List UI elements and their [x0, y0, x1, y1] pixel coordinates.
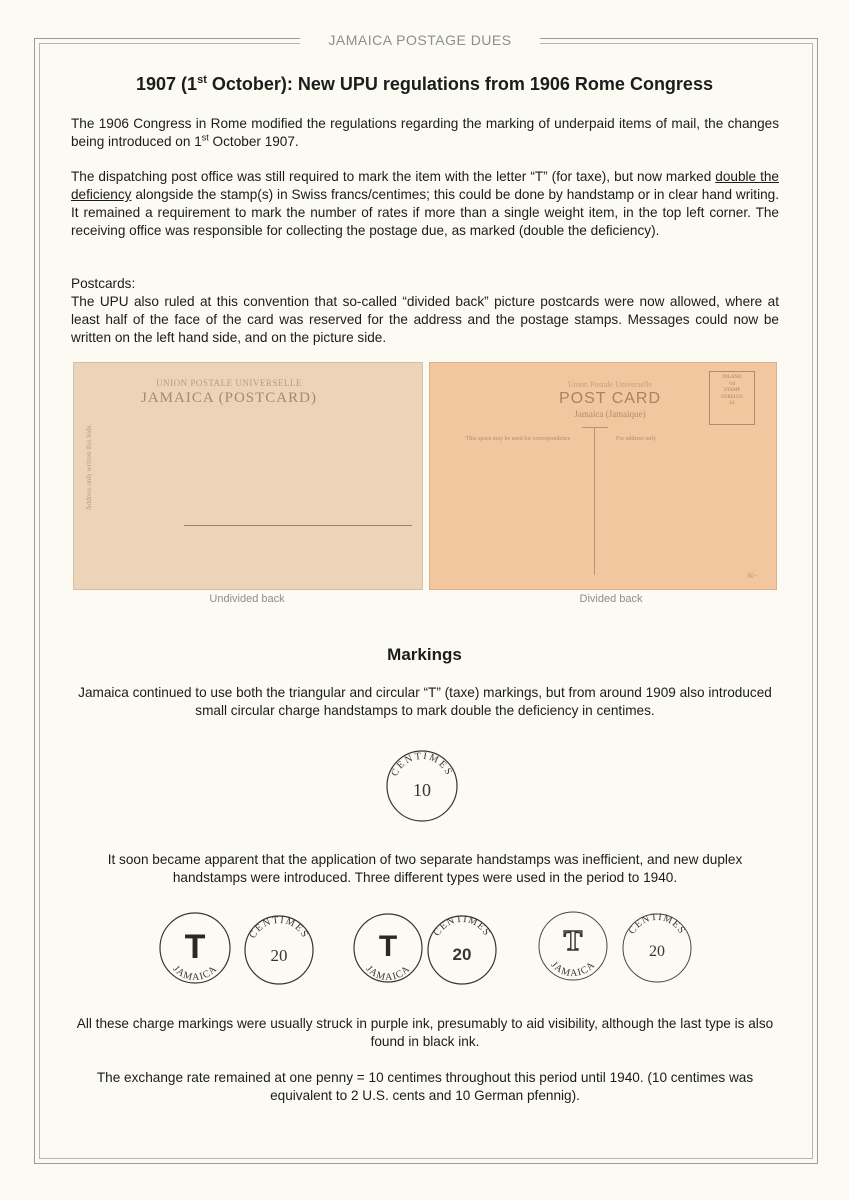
svg-text:JAMAICA	[548, 959, 597, 979]
markings-paragraph-3: All these charge markings were usually struck in purple ink, presumably to aid visibility, although the last type is also found in black ink.	[76, 1016, 774, 1049]
svg-text:JAMAICA	[170, 963, 219, 983]
divided-card-line2: POST CARD	[558, 390, 662, 407]
duplex1-arc: JAMAICA	[170, 963, 220, 984]
undivided-card-line1: UNION POSTALE UNIVERSELLE	[156, 378, 302, 388]
duplex1-value: 20	[270, 946, 288, 965]
single-stamp-value: 10	[413, 780, 431, 800]
intro-paragraph: The 1906 Congress in Rome modified the regulations regarding the marking of underpaid items of mail, the changes being introduced on 1st October 1907.	[71, 116, 779, 149]
svg-text:CENTIMES	[432, 914, 493, 938]
page-title: 1907 (1st October): New UPU regulations from 1906 Rome Congress	[136, 74, 713, 94]
markings-heading: Markings	[387, 645, 462, 664]
undivided-postcard-image	[73, 362, 423, 590]
postcards-paragraph: The UPU also ruled at this convention that so-called “divided back” picture postcards were now allowed, where at least half of the face of the card was reserved for the address and the postage stamps. Messages could now be written on the left hand side, and on the picture side.	[71, 294, 779, 345]
pencil-price: 6/-	[748, 571, 757, 580]
undivided-caption: Undivided back	[209, 593, 285, 605]
duplex3-arc: JAMAICA	[548, 959, 598, 980]
divided-card-line1: Union Postale Universelle	[568, 380, 652, 389]
svg-text:JAMAICA	[363, 963, 412, 983]
duplex1-right-arc: CENTIMES	[247, 914, 311, 941]
divider-line	[594, 427, 595, 575]
divided-postcard-image	[429, 362, 777, 590]
svg-text:CENTIMES	[389, 751, 454, 778]
address-line	[184, 525, 412, 526]
duplex2-right-arc: CENTIMES	[431, 913, 493, 939]
duplex2-arc: JAMAICA	[363, 963, 413, 984]
duplex3-value: 20	[649, 943, 665, 960]
duplex-handstamp-type3-image	[535, 908, 695, 984]
duplex2-letter: T	[378, 930, 398, 963]
duplex-handstamp-type1-image	[157, 910, 317, 986]
duplex2-value: 20	[452, 945, 472, 964]
dispatch-paragraph: The dispatching post office was still required to mark the item with the letter “T” (for taxe), but now marked double the deficiency alongside the stamp(s) in Swiss francs/centimes; this could be done by handstamp or in clear hand writing. It remained a requirement to mark the number of rates if more than a single weight item, in the top left corner. The receiving office was responsible for collecting the postage due, as marked (double the deficiency).	[71, 169, 779, 238]
markings-paragraph-1: Jamaica continued to use both the triangular and circular “T” (taxe) markings, but from around 1909 also introduced small circular charge handstamps to mark double the deficiency in centimes.	[78, 685, 772, 718]
postcards-heading: Postcards:	[71, 276, 136, 291]
duplex3-right-arc: CENTIMES	[626, 911, 688, 937]
svg-text:CENTIMES	[247, 915, 310, 941]
undivided-card-line2: JAMAICA (POSTCARD)	[141, 390, 317, 406]
markings-paragraph-4: The exchange rate remained at one penny = 10 centimes throughout this period until 1940. (10 centimes was equivalent to 2 U.S. cents and 10 German pfennig).	[96, 1070, 754, 1103]
stamp-box: INLAND ½d STAMP FOREIGN 1d.	[709, 371, 755, 425]
page-header: JAMAICA POSTAGE DUES	[300, 28, 540, 52]
markings-paragraph-2: It soon became apparent that the application of two separate handstamps was inefficient, and new duplex handstamps were introduced. Three different types were used in the period to 1940.	[107, 852, 743, 885]
divider-top	[582, 427, 608, 428]
divided-card-left-note: This space may be used for correspondence	[465, 436, 571, 442]
svg-text:CENTIMES	[627, 912, 688, 936]
divided-caption: Divided back	[579, 593, 643, 605]
duplex-handstamp-type2-image	[350, 910, 500, 986]
duplex1-letter: T	[184, 928, 206, 966]
single-stamp-arc: CENTIMES	[389, 750, 455, 779]
divided-card-line3: Jamaica (Jamaique)	[574, 409, 646, 419]
undivided-card-side-note: Address only written this Side.	[85, 423, 93, 511]
duplex3-letter: T	[563, 926, 583, 957]
centimes-handstamp-image	[385, 748, 459, 824]
divided-card-right-note: For address only	[616, 436, 656, 442]
